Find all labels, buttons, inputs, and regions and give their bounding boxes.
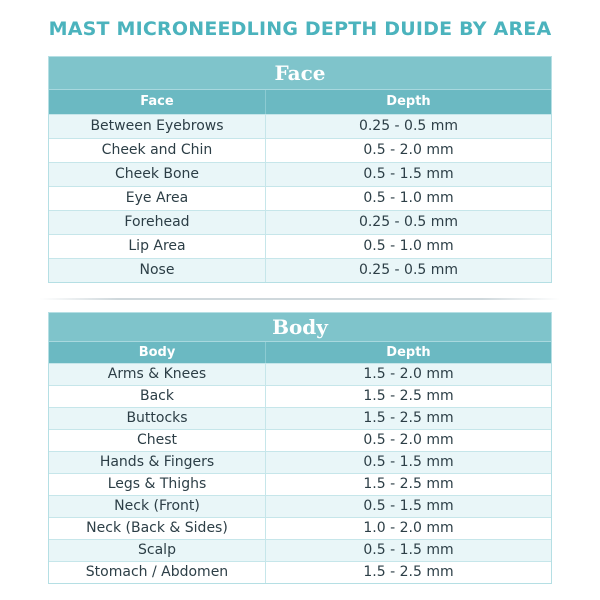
table-row [49, 561, 551, 583]
face-depth-table [48, 56, 552, 283]
depth-cell: 0.5 - 1.5 mm [265, 452, 551, 473]
depth-cell: 1.5 - 2.5 mm [265, 474, 551, 495]
section-divider [40, 298, 560, 300]
area-cell: Scalp [138, 542, 176, 558]
body-area-column-header: Body [138, 345, 176, 360]
table-row [49, 407, 551, 429]
page-title: MAST MICRONEEDLING DEPTH DUIDE BY AREA [48, 18, 552, 40]
area-cell: Neck (Front) [114, 498, 200, 514]
body-depth-table [48, 312, 552, 584]
depth-cell: 1.0 - 2.0 mm [265, 518, 551, 539]
body-table-rows [49, 363, 551, 583]
table-row [49, 210, 551, 234]
depth-cell: 0.5 - 2.0 mm [265, 430, 551, 451]
area-cell: Neck (Back & Sides) [86, 520, 228, 536]
area-cell: Forehead [124, 214, 190, 230]
table-row [49, 234, 551, 258]
depth-cell: 0.5 - 2.0 mm [265, 139, 551, 162]
body-table-caption: Body [49, 313, 551, 341]
depth-cell: 0.5 - 1.5 mm [265, 496, 551, 517]
area-cell: Arms & Knees [107, 366, 207, 382]
table-row [49, 138, 551, 162]
depth-cell: 0.25 - 0.5 mm [265, 211, 551, 234]
face-table-header [49, 89, 551, 114]
area-cell: Chest [136, 432, 178, 448]
area-cell: Buttocks [126, 410, 188, 426]
table-row [49, 517, 551, 539]
area-cell: Cheek and Chin [101, 142, 213, 158]
depth-cell: 1.5 - 2.5 mm [265, 562, 551, 583]
area-cell: Back [140, 388, 174, 404]
face-table-caption: Face [49, 57, 551, 89]
table-row [49, 363, 551, 385]
depth-cell: 0.5 - 1.0 mm [265, 187, 551, 210]
area-cell: Eye Area [125, 190, 189, 206]
depth-cell: 1.5 - 2.5 mm [265, 408, 551, 429]
area-cell: Nose [139, 262, 175, 278]
table-row [49, 162, 551, 186]
depth-cell: 0.5 - 1.5 mm [265, 163, 551, 186]
table-row [49, 114, 551, 138]
depth-cell: 1.5 - 2.5 mm [265, 386, 551, 407]
face-depth-column-header: Depth [265, 90, 551, 114]
face-area-column-header: Face [140, 94, 174, 109]
table-row [49, 258, 551, 282]
table-row [49, 473, 551, 495]
table-row [49, 539, 551, 561]
area-cell: Lip Area [128, 238, 186, 254]
depth-cell: 0.25 - 0.5 mm [265, 259, 551, 282]
table-row [49, 385, 551, 407]
table-row [49, 429, 551, 451]
area-cell: Legs & Thighs [107, 476, 207, 492]
body-depth-column-header: Depth [265, 342, 551, 363]
depth-cell: 1.5 - 2.0 mm [265, 364, 551, 385]
table-row [49, 186, 551, 210]
depth-cell: 0.5 - 1.5 mm [265, 540, 551, 561]
area-cell: Hands & Fingers [99, 454, 215, 470]
depth-cell: 0.25 - 0.5 mm [265, 115, 551, 138]
face-table-rows [49, 114, 551, 282]
area-cell: Cheek Bone [114, 166, 200, 182]
depth-cell: 0.5 - 1.0 mm [265, 235, 551, 258]
table-row [49, 495, 551, 517]
area-cell: Between Eyebrows [90, 118, 224, 134]
table-row [49, 451, 551, 473]
body-table-header [49, 341, 551, 363]
area-cell: Stomach / Abdomen [85, 564, 229, 580]
